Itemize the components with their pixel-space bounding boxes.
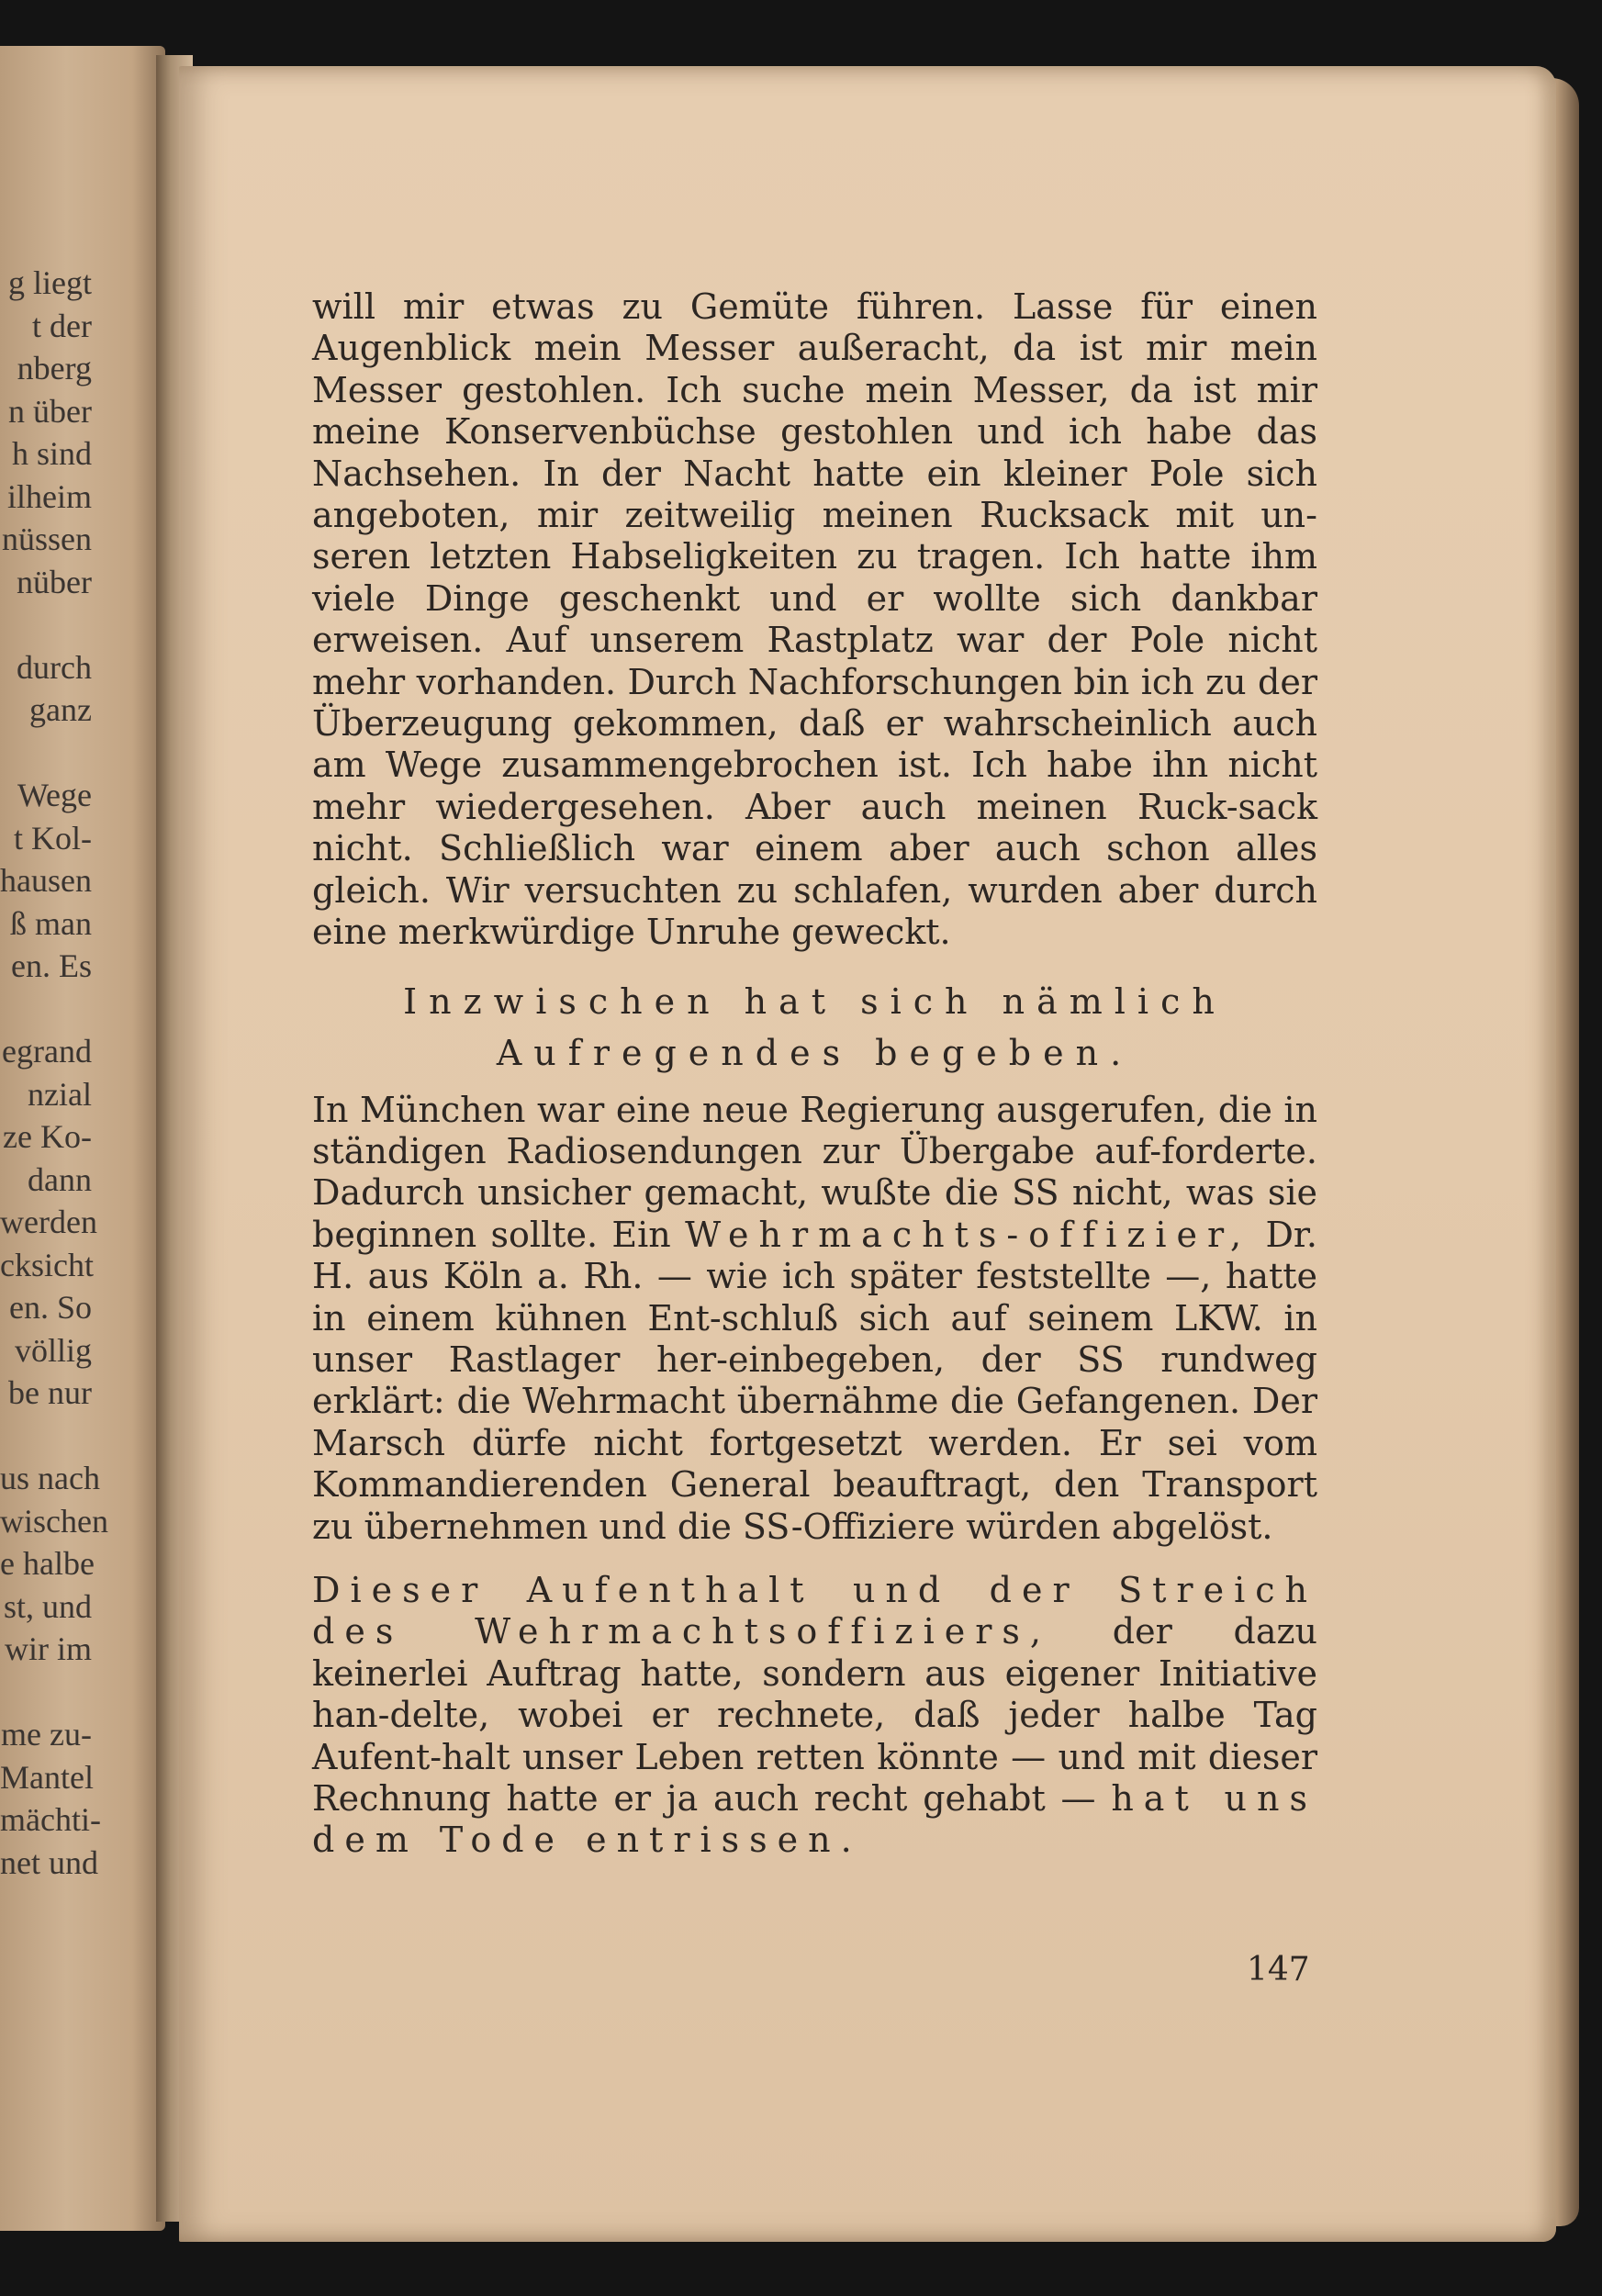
left-page-fragment: nüssen <box>2 521 92 557</box>
left-page-fragment: e halbe <box>0 1545 95 1582</box>
paragraph-2-end: Dr. H. aus Köln a. Rh. — wie ich später feststellte —, hatte in einem kühnen Ent-schluß sich auf seinem LKW. in unser Rastlager her-einbegeben, der SS rundweg erklärt: die Wehrmacht übernähme die Gefangenen. Der Marsch dürfe nicht fortgesetzt werden. Er sei vom Kommandierenden General beauftragt, den Transport zu übernehmen und die SS-Offiziere würden abgelöst. <box>312 1214 1317 1547</box>
paragraph-3-spaced-end: hat uns dem Tode entrissen. <box>312 1778 1317 1861</box>
left-page-fragment: Wege <box>17 777 92 813</box>
paragraph-2 <box>312 1090 1317 1548</box>
left-page-fragment: us nach <box>0 1460 100 1496</box>
left-page-fragment: wischen <box>0 1502 108 1540</box>
left-page-fragment <box>0 1671 92 1714</box>
left-page-fragment: cksicht <box>0 1246 94 1283</box>
left-page <box>0 46 165 2231</box>
section-heading <box>312 976 1317 1079</box>
left-page-fragment: en. Es <box>11 947 92 984</box>
left-page-fragment: ilheim <box>7 477 92 515</box>
left-page-fragment: nüber <box>17 563 92 600</box>
page-number: 147 <box>1247 1951 1310 1988</box>
left-page-fragment: nzial <box>28 1075 92 1113</box>
left-page-fragment: be nur <box>8 1374 92 1411</box>
left-page-fragment: n über <box>8 392 92 430</box>
left-page-fragment: ß man <box>10 904 92 942</box>
paragraph-2-spaced: Wehrmachts-offizier, <box>685 1214 1252 1255</box>
left-page-fragment: ganz <box>29 691 92 728</box>
left-page-fragment: mächti- <box>0 1801 101 1838</box>
left-page-fragment: t Kol- <box>14 819 92 857</box>
left-page-fragment <box>0 988 92 1031</box>
left-page-fragment: wir im <box>5 1630 92 1667</box>
paragraph-3-spaced-start: Dieser Aufenthalt und der Streich des Wehrmachtsoffiziers, <box>312 1569 1317 1652</box>
left-page-fragment: hausen <box>0 862 92 899</box>
heading-line-2: Aufregendes begeben. <box>496 1032 1134 1073</box>
left-page-fragment: st, und <box>3 1587 92 1625</box>
paragraph-3 <box>312 1570 1317 1862</box>
paragraph-2-start: In München war eine neue Regierung ausgerufen, die in ständigen Radiosendungen zur Übergabe auf-forderte. Dadurch unsicher gemacht, wußte die SS nicht, was sie beginnen sollte. Ein <box>312 1089 1317 1255</box>
left-page-fragment: t der <box>32 307 92 344</box>
paragraph-3-middle: der dazu keinerlei Auftrag hatte, sondern aus eigener Initiative han-delte, wobei er rechnete, daß jeder halbe Tag Aufent-halt unser Leben retten könnte — und mit dieser Rechnung hatte er ja auch recht gehabt — <box>312 1611 1317 1819</box>
left-page-fragment: g liegt <box>8 264 92 301</box>
heading-line-1: Inzwischen hat sich nämlich <box>403 980 1227 1022</box>
left-page-fragment: dann <box>28 1160 92 1198</box>
left-page-fragment: h sind <box>11 435 92 472</box>
left-page-fragment: durch <box>17 648 92 686</box>
page-body <box>312 286 1317 1862</box>
left-page-fragment: en. So <box>9 1289 92 1326</box>
left-page-fragment: net und <box>0 1843 98 1881</box>
left-page-fragment: ze Ko- <box>3 1118 92 1155</box>
left-page-fragment <box>0 1415 92 1458</box>
left-page-fragment: werden <box>0 1204 97 1240</box>
left-page-fragment: Mantel <box>0 1758 94 1796</box>
left-page-text-fragments <box>0 262 108 1884</box>
left-page-fragment <box>0 603 92 646</box>
left-page-fragment: völlig <box>14 1331 92 1369</box>
left-page-fragment <box>0 732 92 775</box>
paragraph-1: will mir etwas zu Gemüte führen. Lasse für einen Augenblick mein Messer außeracht, da ist mir mein Messer gestohlen. Ich suche mein Messer, da ist mir meine Konservenbüchse gestohlen und ich habe das Nachsehen. In der Nacht hatte ein kleiner Pole sich angeboten, mir zeitweilig meinen Rucksack mit un-seren letzten Habseligkeiten zu tragen. Ich hatte ihm viele Dinge geschenkt und er wollte sich dankbar erweisen. Auf unserem Rastplatz war der Pole nicht mehr vorhanden. Durch Nachforschungen bin ich zu der Überzeugung gekommen, daß er wahrscheinlich auch am Wege zusammengebrochen ist. Ich habe ihn nicht mehr wiedergesehen. Aber auch meinen Ruck-sack nicht. Schließlich war einem aber auch schon alles gleich. Wir versuchten zu schlafen, wurden aber durch eine merkwürdige Unruhe geweckt. <box>312 286 1317 953</box>
left-page-fragment: egrand <box>2 1033 92 1070</box>
left-page-fragment: nberg <box>17 350 92 386</box>
left-page-fragment: me zu- <box>1 1716 92 1753</box>
